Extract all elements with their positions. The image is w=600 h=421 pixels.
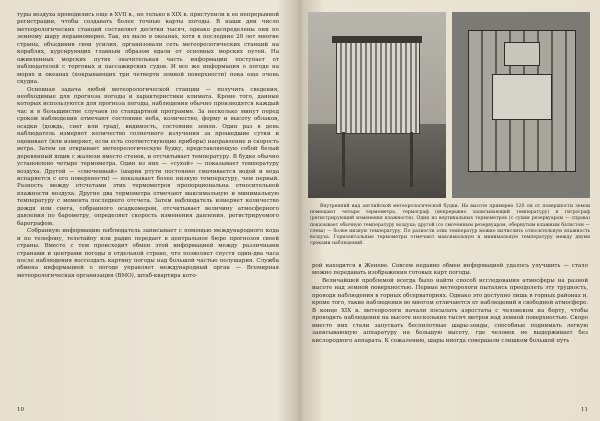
left-page [0,0,298,421]
paragraph: Собранную информацию наблюдатель записывает с помощью международного кода и по телефону, телетайпу или радио передает в центральное бюро прогнозов своей страны. Вместе с тем происходит обмен этой информацией между различными странами и центрами погоды в отдельной стране, что позволяет спустя один-два часа после наблюдения воссоздать картину погоды над большой частью полушария. Служба обмена информацией о погоде управляет международный орган — Всемирная метеорологическая организация (ВМО), штаб-квартира кото- [17,228,279,279]
page-number: 11 [581,407,588,413]
left-page-text [17,12,279,280]
photo-weather-screen [308,12,590,198]
photo-screen-interior [452,12,590,198]
photo-screen-exterior [308,12,446,198]
right-page-text [312,263,588,345]
paragraph: рой находится в Женеве. Совсем недавно обмен информацией удалось улучшить — стало можно передавать изображения готовых карт погоды. [312,263,588,277]
paragraph: Величайшей проблемой всегда было найти способ исследования атмосферы на разной высоте над земной поверхностью. Первые метеорологи пытались преодолеть эту трудность, проводя наблюдения в горных обсерваториях. Однако это доступно лишь в горных районах и, кроме того, такие наблюдения во многом отличаются от наблюдений в свободной атмосфере. В конце XIX в. метеорологи начали посылать аэростаты с человеком на борту, чтобы проводить наблюдения на высоте нескольких тысяч метров над земной поверхностью. Скоро вместо них стали запускать беспилотные шары-зонды, способные поднимать легкую записывающую аппаратуру на большую высоту, где человек не выдерживает без кислородного аппарата. К сожалению, шары иногда совершали слишком большой путь [312,277,588,344]
photo-caption: Внутренний вид английской метеорологической будки. На высоте примерно 120 см от поверхности земли помещают четыре термометра, термограф (непрерывно записывающий температуру) и гигрограф (регистрирующий изменения влажности). Один из вертикальных термометров (с сухим резервуаром — справа) показывает обычную температуру воздуха; другой (со смоченным резервуаром, обернутым влажным батистом — слева) — более низкую температуру. По разности этих температур можно вычислить относительную влажность воздуха. Горизонтальные термометры отмечают максимальную и минимальную температуру между двумя сроками наблюдений. [310,204,590,247]
paragraph: туры воздуха проводились еще в XVII в., но только в XIX в. приступили к ее непрерывной регистрации, чтобы создавать более точные карты погоды. В наши дни число метеорологических станций составляет десятки тысяч, однако распределены они по земному шару неравномерно. Так, их мало в океанах, хотя в последние 20 лет многие страны, объединив свои усилия, организовали сеть метеорологических станций на кораблях, курсирующих главным образом вдали от основных морских путей. На оживленных морских путях значительная часть информации поступает от наблюдателей с торговых и пассажирских судов. И все же информация о погоде на морях и океанах (покрывающих три четверти земной поверхности) пока еще очень скудна. [17,12,279,86]
paragraph: Основная задача любой метеорологической станции — получить сведения, необходимые для прогноза погоды и характеристики климата. Кроме того, данные которых используются для прогноза погоды, наблюдения обычно производятся каждый час и в большинстве случаев по стандартной программе. За несколько минут перед сроком наблюдения отмечают состояние неба, количество, форму и высоту облаков, осадки (дождь, снег или град), видимость, состояние земли. Один раз в день наблюдатель измеряет количество солнечного излучения за прошедшие сутки и оценивает (или измеряет, если есть соответствующие приборы) направление и скорость ветра. Затем он открывает метеорологическую будку, представляющую собой белый деревянный ящик с жалюзи вместо стенок, и отсчитывает температуру. В будке обычно установлено четыре термометра. Один из них — «сухой» — показывает температуру воздуха. Другой — «смоченный» (шарик ртути постоянно смачивается водой и вода испаряется с его поверхности) — показывает более низкую температуру, чем первый. Разность между отсчетами этих термометров пропорциональна относительной влажности воздуха. Другие два термометра отмечают максимальную и минимальную температуру с момента последнего отсчета. Затем наблюдатель измеряет количество дождя или снега, собранного осадкомером, отсчитывает величину атмосферного давления по барометру, определяет скорость изменения давления, регистрируемого барографом. [17,86,279,227]
right-page [302,0,600,421]
page-number: 10 [17,407,24,413]
